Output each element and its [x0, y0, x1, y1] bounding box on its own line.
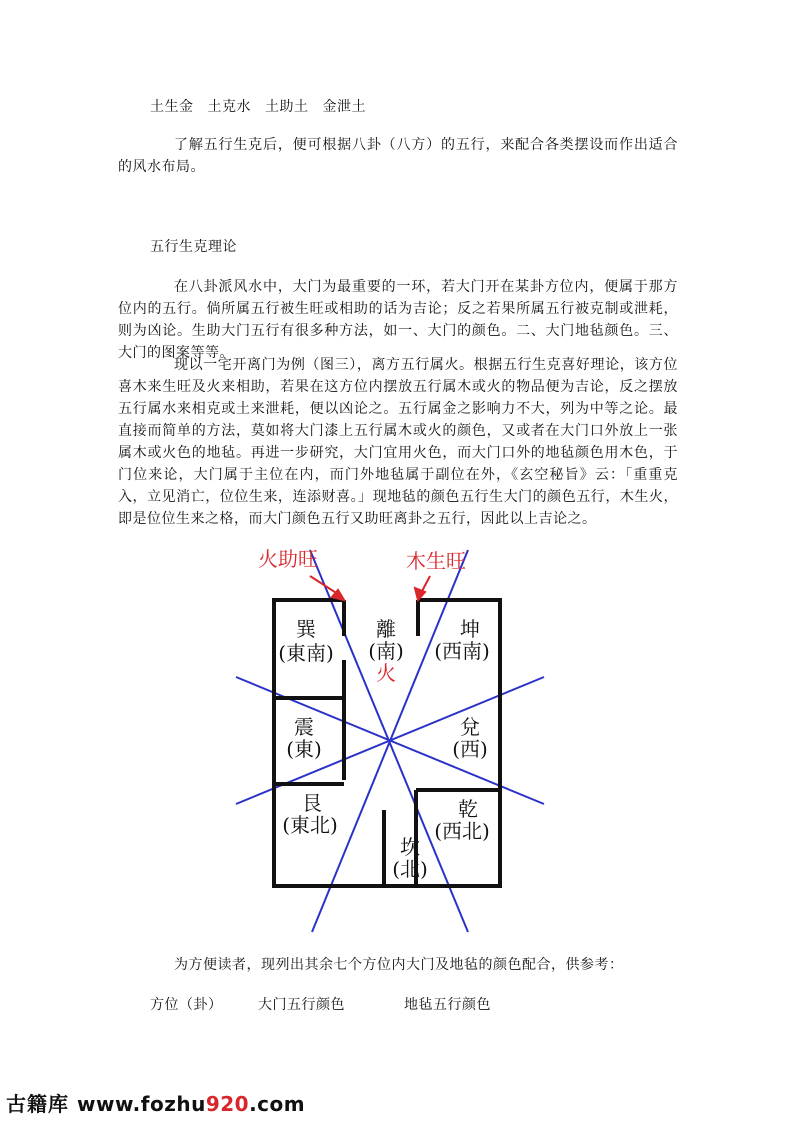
- direction-lines: [236, 550, 544, 932]
- term: 土克水: [207, 99, 251, 115]
- term: 土生金: [150, 99, 194, 115]
- label-fire-help: 火助旺: [258, 547, 318, 571]
- term: 土助土: [265, 99, 309, 115]
- paragraph-example: 现以一宅开离门为例（图三），离方五行属火。根据五行生克喜好理论，该方位喜木来生旺及火来相助，若果在这方位内摆放五行属木或火的物品便为吉论，反之摆放五行属水来相克或土来泄耗，便以凶论之。五行属金之影响力不大，列为中等之论。最直接而简单的方法，莫如将大门漆上五行属木或火的颜色，又或者在大门口外放上一张属木或火色的地毡。再进一步研究，大门宜用火色，而大门口外的地毡颜色用木色，于门位来论，大门属于主位在内，而门外地毡属于副位在外，《玄空秘旨》云：「重重克入，立见消亡，位位生来，连添财喜。」现地毡的颜色五行生大门的颜色五行，木生火，即是位位生来之格，而大门颜色五行又助旺离卦之五行，因此以上吉论之。: [118, 357, 678, 527]
- paragraph-reference: 为方便读者，现列出其余七个方位内大门及地毡的颜色配合，供参考：: [174, 957, 624, 973]
- direction-southeast: (東南): [278, 641, 334, 665]
- direction-south: (南): [368, 639, 404, 663]
- arrows: [310, 576, 430, 600]
- paragraph-door: 在八卦派风水中，大门为最重要的一环，若大门开在某卦方位内，便属于那方位内的五行。倘所属五行被生旺或相助的话为吉论；反之若果所属五行被克制或泄耗，则为凶论。生助大门五行有很多种方法，如一、大门的颜色。二、大门地毡颜色。三、大门的图案等等。: [118, 279, 678, 361]
- paragraph-intro: 了解五行生克后，便可根据八卦（八方）的五行，来配合各类摆设而作出适合的风水布局。: [118, 137, 678, 175]
- url-number: 920: [205, 1092, 250, 1116]
- trigram-kun: 坤: [460, 617, 480, 641]
- element-fire: 火: [376, 661, 396, 685]
- trigram-xun: 巽: [296, 617, 316, 641]
- trigram-li: 離: [376, 617, 396, 641]
- footer-url: [77, 1092, 305, 1116]
- bagua-floor-plan-diagram: [230, 540, 570, 935]
- direction-northeast: (東北): [282, 813, 338, 837]
- direction-southwest: (西南): [434, 639, 490, 663]
- trigram-qian: 乾: [458, 797, 478, 821]
- trigram-kan: 坎: [400, 835, 420, 859]
- column-header-door-color: 大门五行颜色: [258, 997, 345, 1013]
- direction-north: (北): [392, 857, 428, 881]
- term: 金泄土: [322, 99, 366, 115]
- url-prefix: www.fozhu: [77, 1092, 206, 1116]
- section-title: 五行生克理论: [150, 239, 237, 255]
- header-terms: [150, 96, 380, 118]
- footer-watermark: [6, 1088, 305, 1117]
- column-header-direction: 方位（卦）: [150, 997, 223, 1013]
- direction-east: (東): [286, 737, 322, 761]
- footer-brand: 古籍库: [6, 1092, 69, 1116]
- url-suffix: .com: [249, 1092, 306, 1116]
- direction-west: (西): [452, 737, 488, 761]
- trigram-dui: 兌: [460, 715, 480, 739]
- trigram-gen: 艮: [302, 791, 322, 815]
- trigram-zhen: 震: [294, 715, 314, 739]
- direction-northwest: (西北): [434, 819, 490, 843]
- label-wood-generate: 木生旺: [406, 549, 466, 573]
- column-header-carpet-color: 地毡五行颜色: [404, 997, 491, 1013]
